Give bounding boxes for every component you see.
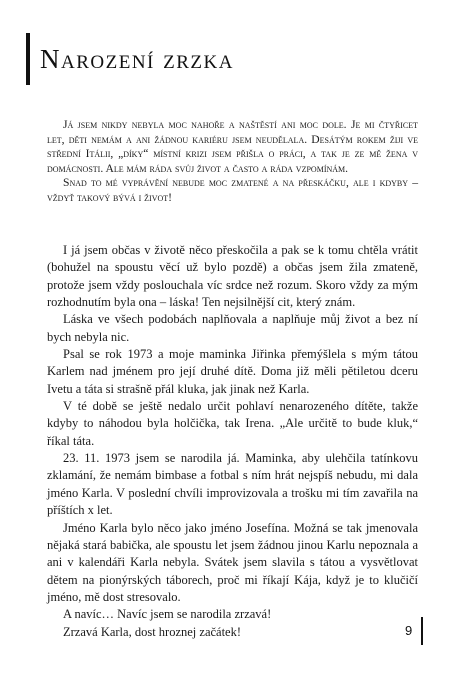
body-paragraph: Psal se rok 1973 a moje maminka Jiřinka přemýšlela s mým tátou Karlem nad jménem pro její druhé dítě. Doma již měli pětiletou dceru Ivetu a táta si strašně přál kluka, jak jinak než Karla. xyxy=(47,347,418,396)
body-paragraph: I já jsem občas v životě něco přeskočila a pak se k tomu chtěla vrátit (bohužel na spoustu věcí už bylo pozdě) a občas jsem žila zmateně, protože jsem vždy poslouchala víc srdce než rozum. Skoro vždy za mým rozhodnutím byla ona – láska! Ten nejsilnější cit, který znám. xyxy=(47,243,418,310)
intro-paragraph: Snad to mé vyprávění nebude moc zmatené a na přeskáčku, ale i kdyby – vždyť takový bývá i život! xyxy=(47,176,418,204)
page-number-bar xyxy=(421,617,423,645)
intro-section xyxy=(47,118,418,206)
body-text xyxy=(47,242,418,641)
body-paragraph: Zrzavá Karla, dost hroznej začátek! xyxy=(63,624,242,639)
body-paragraph: 23. 11. 1973 jsem se narodila já. Maminka, aby ulehčila tatínkovu zklamání, že nemám bimbase a fotbal s ním hrát nejspíš nebudu, mi dala jméno Karla. V poslední chvíli improvizovala a trošku mi tím zavařila na příštích x let. xyxy=(47,451,418,518)
body-paragraph: V té době se ještě nedalo určit pohlaví nenarozeného dítěte, takže kdyby to náhodou byla holčička, tak Irena. „Ale určitě to bude kluk,“ říkal táta. xyxy=(47,399,418,448)
page-number: 9 xyxy=(405,623,413,638)
body-paragraph: A navíc… Navíc jsem se narodila zrzavá! xyxy=(63,607,272,622)
intro-paragraph: Já jsem nikdy nebyla moc nahoře a naštěstí ani moc dole. Je mi čtyřicet let, děti nemám a ani žádnou kariéru jsem neudělala. Desátým rokem žiji ve střední Itálii, „díky“ místní krizi jsem přišla o práci, a tak je ze mě žena v domácnosti. Ale mám ráda svůj život a často a ráda vzpomínám. xyxy=(47,118,418,175)
body-paragraph: Láska ve všech podobách naplňovala a naplňuje můj život a bez ní bych nebyla nic. xyxy=(47,312,418,344)
chapter-title-bar xyxy=(26,33,30,85)
chapter-title: Narození zrzka xyxy=(40,44,234,74)
body-paragraph: Jméno Karla bylo něco jako jméno Josefína. Možná se tak jmenovala nějaká stará babička, ale spoustu let jsem žádnou jinou Karlu nepoznala a ani v kalendáři Karla nebyla. Svátek jsem slavila s tátou a vysvětlovat dětem na pionýrských táborech, proč mi říkají Kája, když je to klučičí jméno, mě dost stresovalo. xyxy=(47,520,418,604)
